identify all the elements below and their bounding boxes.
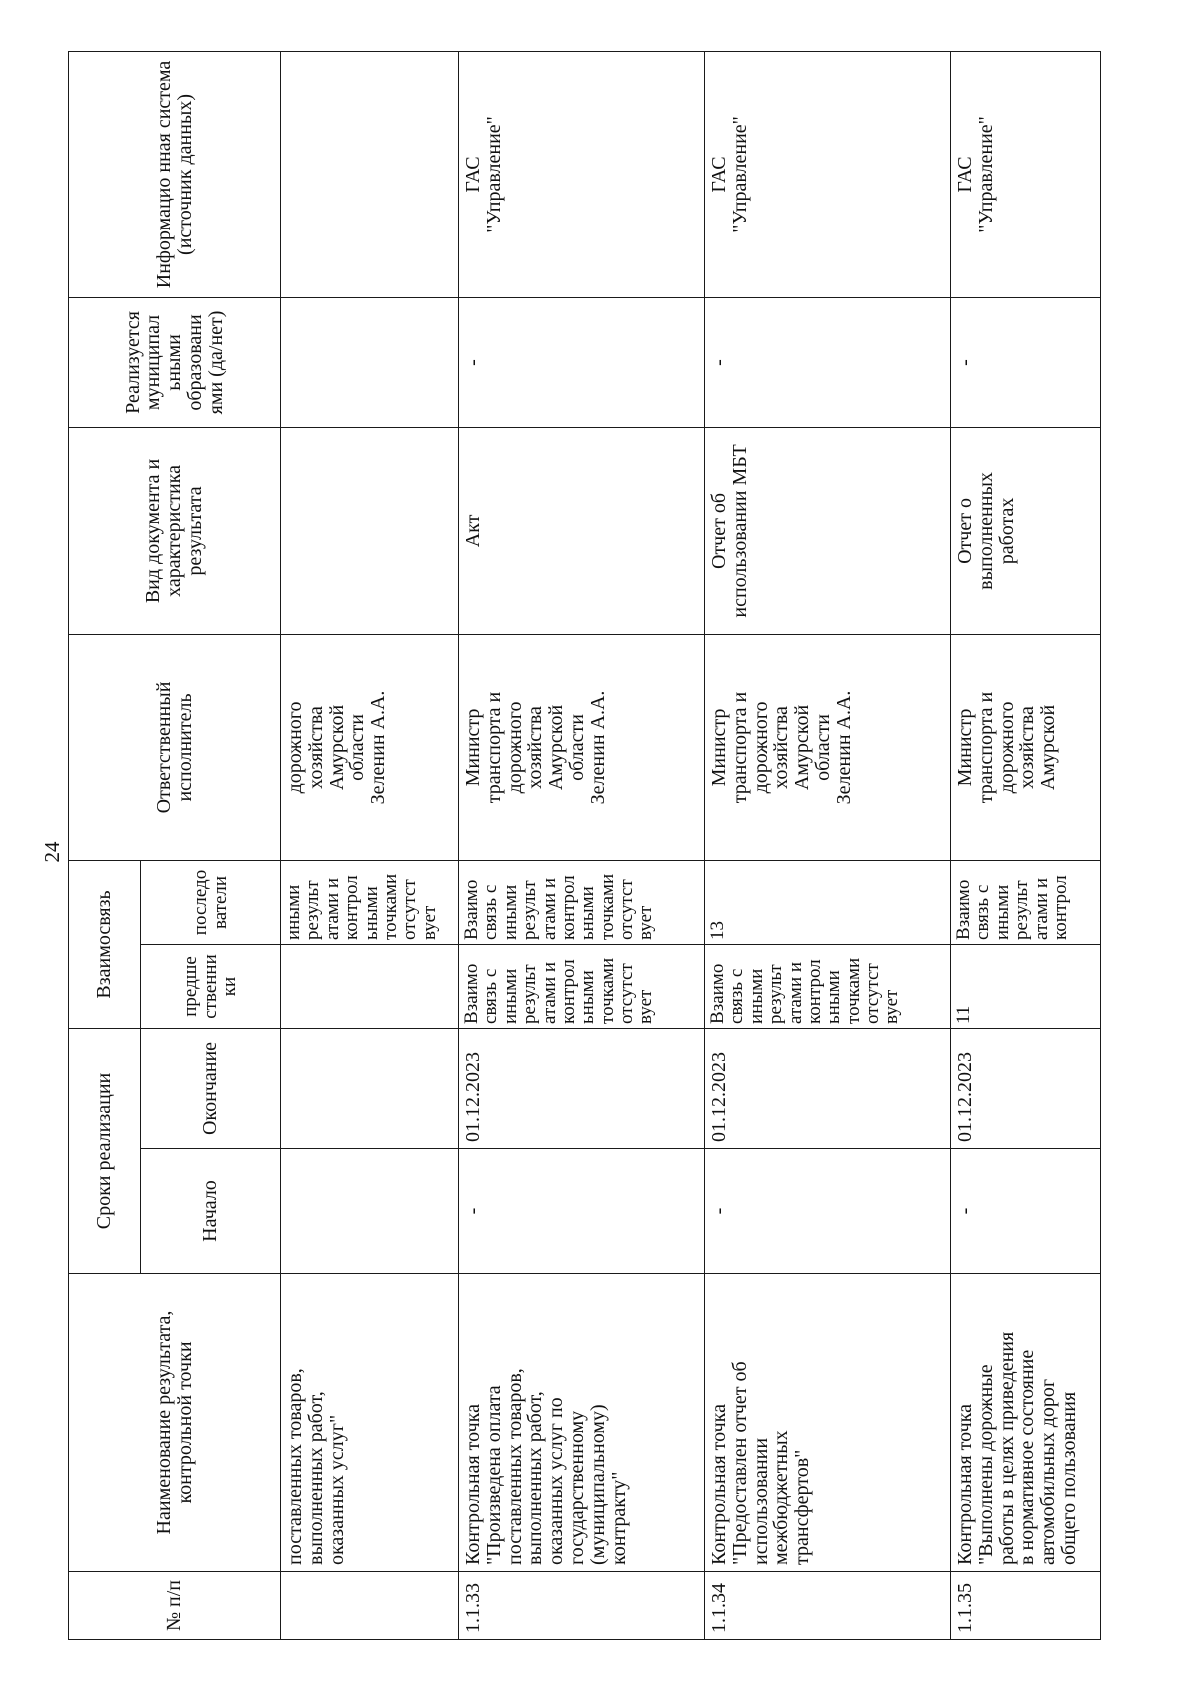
header-row-1 — [69, 51, 141, 1639]
cell-info: ГАС "Управление" — [459, 51, 705, 297]
header-next: последо ватели — [141, 860, 281, 944]
cell-info: ГАС "Управление" — [705, 51, 951, 297]
cell-name: Контрольная точка "Выполнены дорожные работы в целях приведения в нормативное состояние автомобильных дорог общего пользования — [951, 1274, 1101, 1572]
cell-name: Контрольная точка "Произведена оплата поставленных товаров, выполненных работ, оказанных услуг по государственному (муниципальному) контракту" — [459, 1274, 705, 1572]
cell-responsible: Министр транспорта и дорожного хозяйства Амурской — [951, 634, 1101, 860]
cell-end: 01.12.2023 — [705, 1028, 951, 1148]
cell-start — [281, 1149, 459, 1274]
cell-name: Контрольная точка "Предоставлен отчет об использовании межбюджетных трансфертов" — [705, 1274, 951, 1572]
cell-name: поставленных товаров, выполненных работ, оказанных услуг" — [281, 1274, 459, 1572]
cell-num: 1.1.35 — [951, 1572, 1101, 1640]
cell-start: - — [705, 1149, 951, 1274]
table-row — [951, 51, 1101, 1639]
cell-doc: Акт — [459, 427, 705, 634]
cell-next: Взаимо связь с иными результ атами и контрол — [951, 860, 1101, 944]
cell-municipal: - — [951, 297, 1101, 427]
page-number: 24 — [40, 841, 64, 863]
cell-next: Взаимо связь с иными результ атами и контрол ьными точками отсутст вует — [459, 860, 705, 944]
cell-responsible: Министр транспорта и дорожного хозяйства Амурской области Зеленин А.А. — [705, 634, 951, 860]
cell-end — [281, 1028, 459, 1148]
header-relation: Взаимосвязь — [69, 860, 141, 1028]
header-terms: Сроки реализации — [69, 1028, 141, 1273]
cell-start: - — [459, 1149, 705, 1274]
cell-prev: 11 — [951, 944, 1101, 1028]
cell-responsible: дорожного хозяйства Амурской области Зеленин А.А. — [281, 634, 459, 860]
cell-municipal: - — [705, 297, 951, 427]
cell-num: 1.1.34 — [705, 1572, 951, 1640]
cell-info — [281, 51, 459, 297]
table-row — [281, 51, 459, 1639]
table-row — [705, 51, 951, 1639]
cell-doc: Отчет об использовании МБТ — [705, 427, 951, 634]
control-points-table — [68, 51, 1101, 1640]
cell-num — [281, 1572, 459, 1640]
cell-prev: Взаимо связь с иными результ атами и контрол ьными точками отсутст вует — [459, 944, 705, 1028]
cell-next: иными результ атами и контрол ьными точками отсутст вует — [281, 860, 459, 944]
header-name: Наименование результата, контрольной точки — [69, 1274, 281, 1572]
header-doc: Вид документа и характеристика результата — [69, 427, 281, 634]
cell-municipal — [281, 297, 459, 427]
header-end: Окончание — [141, 1028, 281, 1148]
header-prev: предше ственни ки — [141, 944, 281, 1028]
cell-responsible: Министр транспорта и дорожного хозяйства Амурской области Зеленин А.А. — [459, 634, 705, 860]
cell-doc: Отчет о выполненных работах — [951, 427, 1101, 634]
cell-doc — [281, 427, 459, 634]
cell-next: 13 — [705, 860, 951, 944]
header-municipal: Реализуется муниципал ьными образовани ями (да/нет) — [69, 297, 281, 427]
header-responsible: Ответственный исполнитель — [69, 634, 281, 860]
cell-num: 1.1.33 — [459, 1572, 705, 1640]
header-start: Начало — [141, 1149, 281, 1274]
cell-start: - — [951, 1149, 1101, 1274]
cell-end: 01.12.2023 — [459, 1028, 705, 1148]
cell-municipal: - — [459, 297, 705, 427]
header-num: № п/п — [69, 1572, 281, 1640]
header-info: Информацио нная система (источник данных) — [69, 51, 281, 297]
cell-prev: Взаимо связь с иными результ атами и контрол ьными точками отсутст вует — [705, 944, 951, 1028]
cell-end: 01.12.2023 — [951, 1028, 1101, 1148]
cell-info: ГАС "Управление" — [951, 51, 1101, 297]
cell-prev — [281, 944, 459, 1028]
table-row — [459, 51, 705, 1639]
